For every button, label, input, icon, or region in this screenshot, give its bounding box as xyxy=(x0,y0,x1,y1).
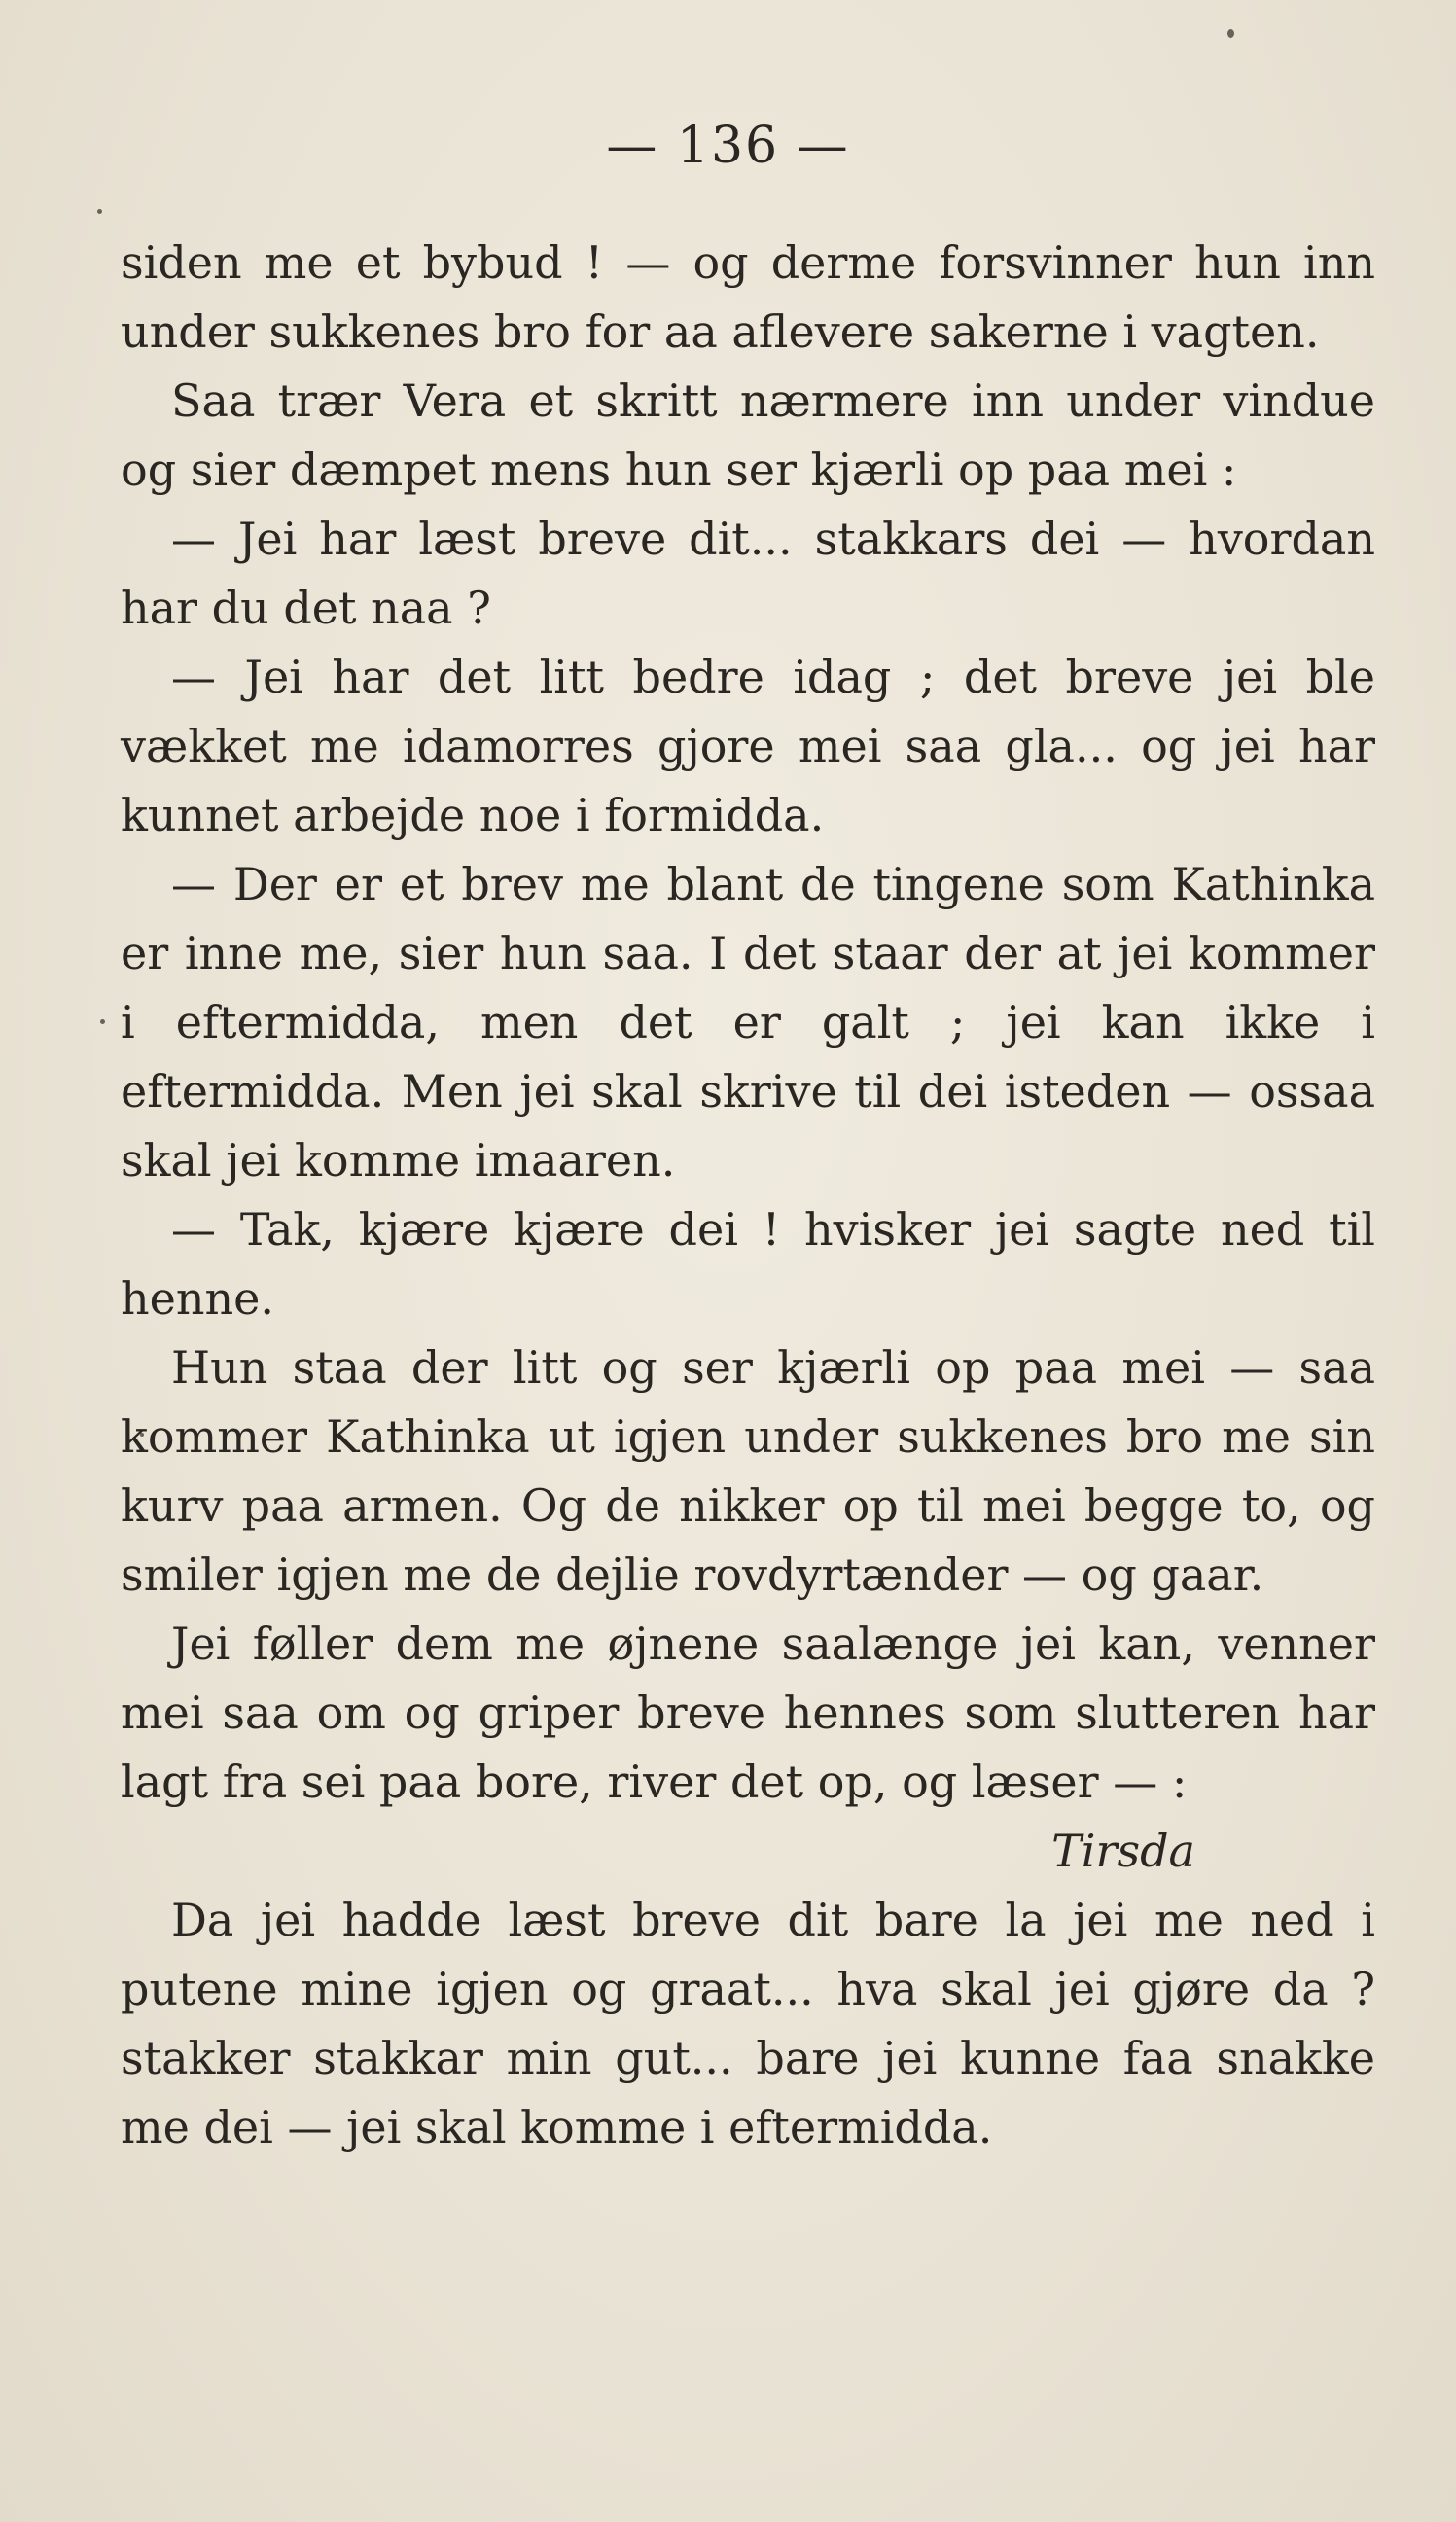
paragraph: Hun staa der litt og ser kjærli op paa mei — saa kommer Kathinka ut igjen under sukkenes bro me sin kurv paa armen. Og de nikker op til mei begge to, og smiler igjen me de dejlie rovdyrtænder — og gaar. xyxy=(121,1341,1375,1601)
body-text xyxy=(121,229,1375,2162)
paragraph: — Jei har læst breve dit... stakkars dei — hvordan har du det naa ? xyxy=(121,513,1375,634)
letter-heading: Tirsda xyxy=(1051,1825,1195,1877)
paragraph: — Tak, kjære kjære dei ! hvisker jei sagte ned til henne. xyxy=(121,1203,1375,1325)
page-number: — 136 — xyxy=(606,117,850,175)
paper-speck xyxy=(97,209,102,214)
paper-speck xyxy=(100,1019,105,1024)
paragraph: — Jei har det litt bedre idag ; det breve jei ble vækket me idamorres gjore mei saa gla... og jei har kunnet arbejde noe i formidda. xyxy=(121,651,1375,841)
paragraph: siden me et bybud ! — og derme forsvinner hun inn under sukkenes bro for aa aflevere sakerne i vagten. xyxy=(121,236,1375,358)
paragraph: Jei føller dem me øjnene saalænge jei kan, venner mei saa om og griper breve hennes som slutteren har lagt fra sei paa bore, river det op, og læser — : xyxy=(121,1617,1375,1808)
paper-speck xyxy=(1227,29,1234,38)
paragraph: Saa trær Vera et skritt nærmere inn under vindue og sier dæmpet mens hun ser kjærli op paa mei : xyxy=(121,374,1375,496)
paragraph: — Der er et brev me blant de tingene som Kathinka er inne me, sier hun saa. I det staar der at jei kommer i eftermidda, men det er galt ; jei kan ikke i eftermidda. Men jei skal skrive til dei isteden — ossaa skal jei komme imaaren. xyxy=(121,858,1375,1187)
letter-body: Da jei hadde læst breve dit bare la jei me ned i putene mine igjen og graat... hva skal jei gjøre da ? stakker stakkar min gut... bare jei kunne faa snakke me dei — jei skal komme i eftermidda. xyxy=(121,1894,1375,2153)
